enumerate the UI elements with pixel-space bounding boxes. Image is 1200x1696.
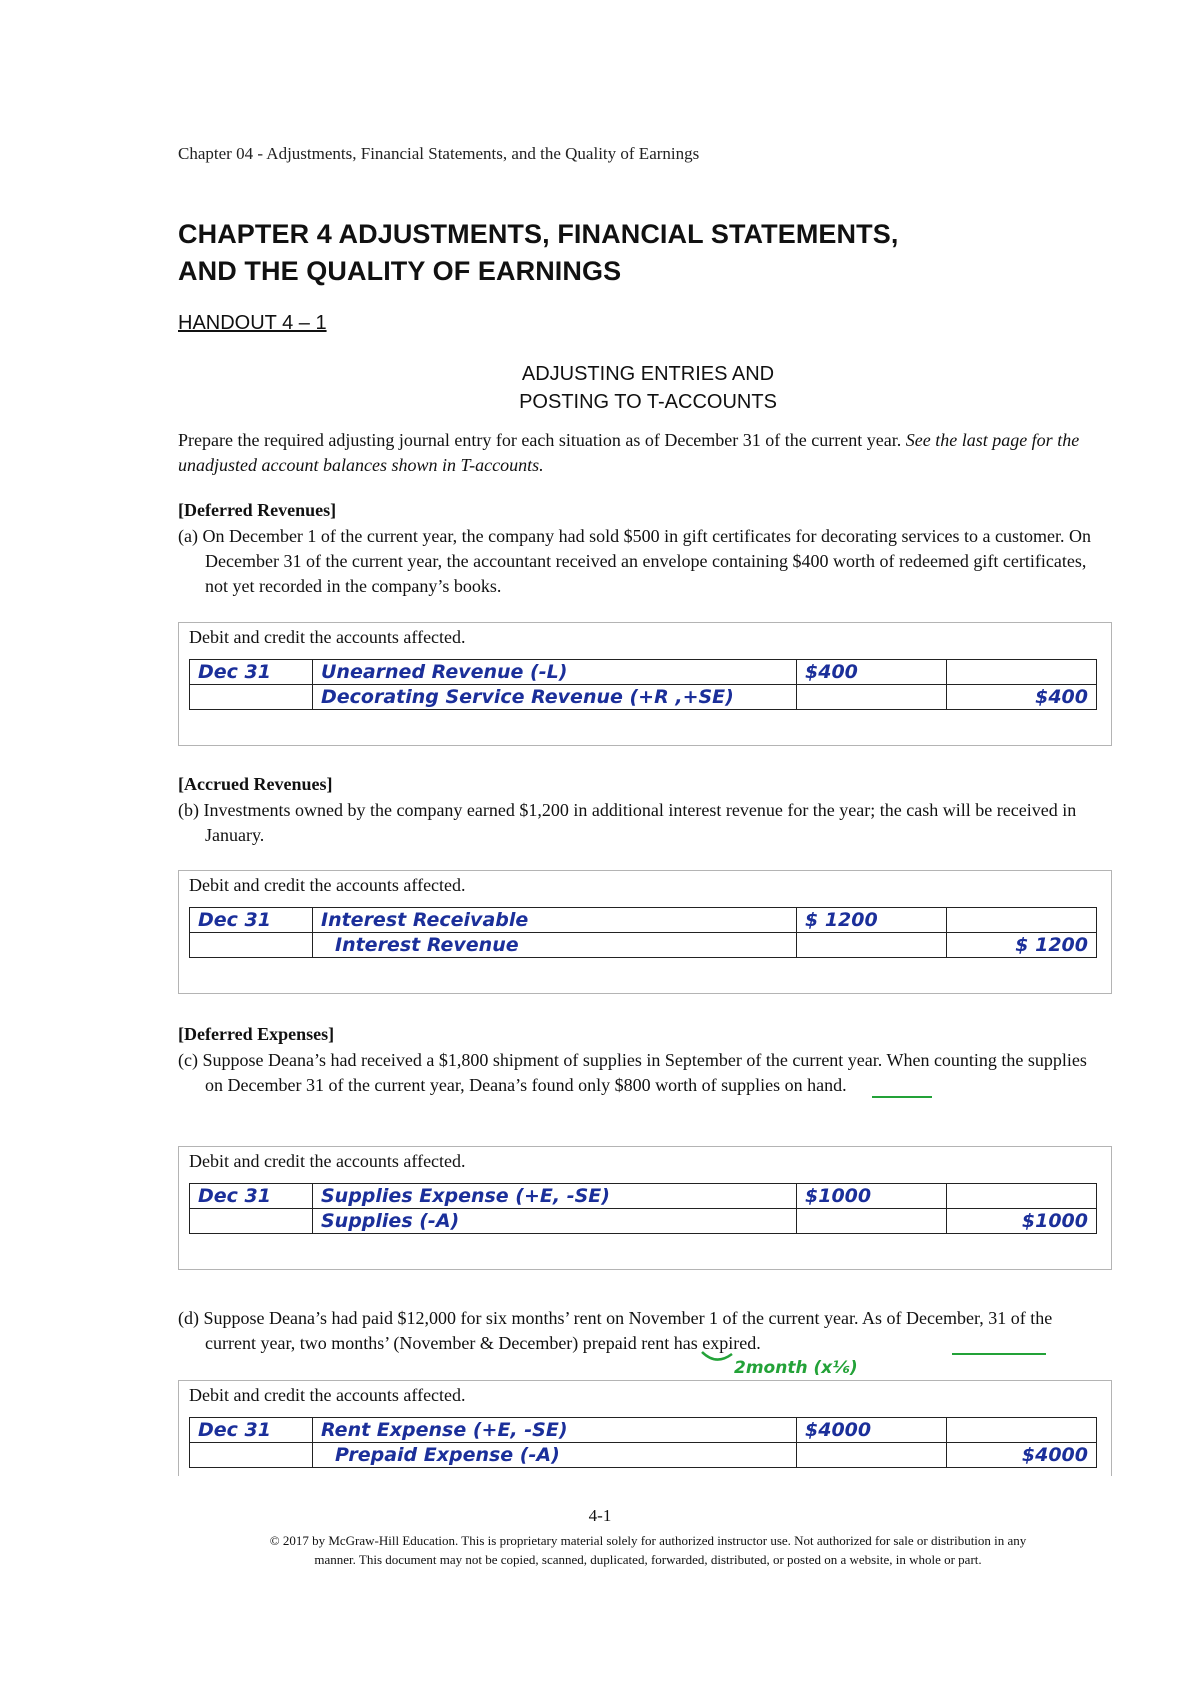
table-row [190, 660, 1097, 685]
green-underline-has-expired [952, 1353, 1046, 1355]
entry-credit [947, 660, 1097, 685]
table-row [190, 933, 1097, 958]
entry-credit [947, 908, 1097, 933]
entry-credit: $ 1200 [947, 933, 1097, 958]
entry-date: Dec 31 [190, 908, 313, 933]
box-label: Debit and credit the accounts affected. [189, 627, 466, 647]
journal-table-a [189, 659, 1097, 710]
journal-table-c [189, 1183, 1097, 1234]
entry-debit: $ 1200 [797, 908, 947, 933]
entry-date [190, 1209, 313, 1234]
entry-account: Interest Receivable [313, 908, 797, 933]
intro-italic: See the last page for the unadjusted account balances shown in T-accounts. [178, 430, 1080, 475]
note-fraction: (x⅙) [813, 1358, 858, 1378]
chapter-title-line1: CHAPTER 4 ADJUSTMENTS, FINANCIAL STATEMENTS, [178, 219, 899, 249]
note-text: 2month [734, 1358, 808, 1378]
heading-deferred-expenses: [Deferred Expenses] [178, 1024, 335, 1044]
entry-account: Interest Revenue [313, 933, 797, 958]
entry-credit [947, 1184, 1097, 1209]
answer-box-d [178, 1380, 1112, 1476]
entry-credit: $1000 [947, 1209, 1097, 1234]
entry-date: Dec 31 [190, 1184, 313, 1209]
entry-debit [797, 685, 947, 710]
section-title [178, 360, 1118, 416]
copyright-line2: manner. This document may not be copied, scanned, duplicated, forwarded, distributed, or posted on a website, in whole or part. [314, 1552, 982, 1567]
table-row [190, 1184, 1097, 1209]
entry-debit [797, 1443, 947, 1468]
entry-account: Prepaid Expense (-A) [313, 1443, 797, 1468]
answer-box-c [178, 1146, 1112, 1270]
entry-date [190, 685, 313, 710]
entry-account: Unearned Revenue (-L) [313, 660, 797, 685]
handout-label: HANDOUT 4 – 1 [178, 312, 327, 334]
chapter-title [178, 216, 1078, 290]
entry-account: Supplies Expense (+E, -SE) [313, 1184, 797, 1209]
table-row [190, 1209, 1097, 1234]
table-row [190, 685, 1097, 710]
entry-date: Dec 31 [190, 660, 313, 685]
entry-credit: $4000 [947, 1443, 1097, 1468]
question-a: (a) On December 1 of the current year, the company had sold $500 in gift certificates for decorating services to a customer. On December 31 of the current year, the accountant received an envelope containing $400 worth of redeemed gift certificates, not yet recorded in the company’s books. [178, 526, 1091, 596]
entry-debit: $4000 [797, 1418, 947, 1443]
green-bracket-mark [700, 1350, 736, 1366]
running-header: Chapter 04 - Adjustments, Financial Statements, and the Quality of Earnings [178, 144, 700, 163]
page-number: 4-1 [588, 1506, 612, 1525]
entry-credit: $400 [947, 685, 1097, 710]
entry-debit [797, 933, 947, 958]
entry-account: Decorating Service Revenue (+R ,+SE) [313, 685, 797, 710]
heading-accrued-revenues: [Accrued Revenues] [178, 774, 333, 794]
entry-debit: $1000 [797, 1184, 947, 1209]
intro-text: Prepare the required adjusting journal entry for each situation as of December 31 of the current year. [178, 430, 902, 450]
chapter-title-line2: AND THE QUALITY OF EARNINGS [178, 256, 622, 286]
box-label: Debit and credit the accounts affected. [189, 1385, 466, 1405]
section-title-line2: POSTING TO T-ACCOUNTS [519, 391, 777, 413]
handwritten-note [734, 1358, 858, 1378]
entry-account: Supplies (-A) [313, 1209, 797, 1234]
box-label: Debit and credit the accounts affected. [189, 1151, 466, 1171]
table-row [190, 1443, 1097, 1468]
entry-date [190, 1443, 313, 1468]
question-b: (b) Investments owned by the company earned $1,200 in additional interest revenue for the year; the cash will be received in January. [178, 800, 1077, 845]
entry-debit [797, 1209, 947, 1234]
question-d: (d) Suppose Deana’s had paid $12,000 for six months’ rent on November 1 of the current year. As of December, 31 of the current year, two months’ (November & December) prepaid rent has expired. [178, 1308, 1053, 1353]
journal-table-d [189, 1417, 1097, 1468]
journal-table-b [189, 907, 1097, 958]
copyright-line1: © 2017 by McGraw-Hill Education. This is proprietary material solely for authorized instructor use. Not authorized for sale or distribution in any [269, 1533, 1027, 1548]
intro-paragraph [178, 428, 1098, 478]
entry-debit: $400 [797, 660, 947, 685]
answer-box-b [178, 870, 1112, 994]
table-row [190, 1418, 1097, 1443]
heading-deferred-revenues: [Deferred Revenues] [178, 500, 337, 520]
entry-date: Dec 31 [190, 1418, 313, 1443]
question-c: (c) Suppose Deana’s had received a $1,800 shipment of supplies in September of the current year. When counting the supplies on December 31 of the current year, Deana’s found only $800 worth of supplies on hand. [178, 1050, 1087, 1095]
entry-date [190, 933, 313, 958]
answer-box-a [178, 622, 1112, 746]
green-underline-800 [872, 1096, 932, 1098]
entry-credit [947, 1418, 1097, 1443]
section-title-line1: ADJUSTING ENTRIES AND [521, 363, 775, 385]
entry-account: Rent Expense (+E, -SE) [313, 1418, 797, 1443]
table-row [190, 908, 1097, 933]
box-label: Debit and credit the accounts affected. [189, 875, 466, 895]
copyright-footer [178, 1531, 1118, 1569]
